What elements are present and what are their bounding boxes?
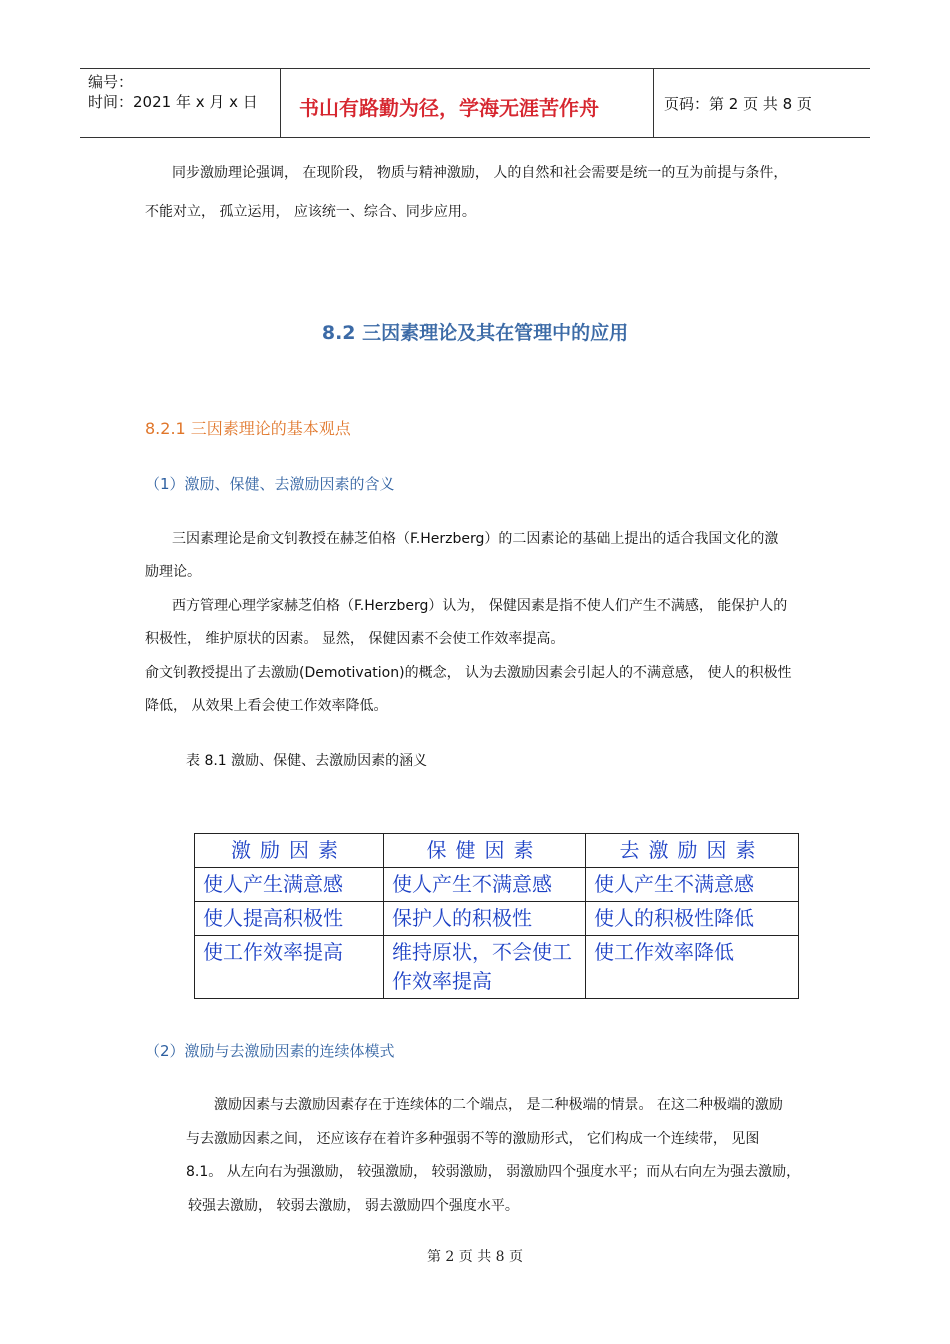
- number-label: 编号：: [88, 73, 134, 91]
- section-title: 8.2 三因素理论及其在管理中的应用: [321, 322, 629, 344]
- table-cell: 保护人的积极性: [383, 902, 585, 936]
- table-header-cell: 去激励因素: [585, 834, 798, 868]
- paragraph-3-line-1: 俞文钊教授提出了去激励(Demotivation)的概念， 认为去激励因素会引起人的不满意感， 使人的积极性: [145, 665, 792, 681]
- table-row: [195, 902, 799, 936]
- part1-title: （1）激励、保健、去激励因素的含义: [145, 475, 395, 493]
- table-row: [195, 936, 799, 999]
- motto-text: 书山有路勤为径，学海无涯苦作舟: [299, 96, 599, 120]
- table-row: [195, 868, 799, 902]
- table-cell: 维持原状，不会使工作效率提高: [383, 936, 585, 999]
- paragraph-3-line-2: 降低， 从效果上看会使工作效率降低。: [145, 698, 388, 714]
- table-cell: 使人产生不满意感: [585, 868, 798, 902]
- table-cell: 使人提高积极性: [195, 902, 384, 936]
- table-header-cell: 保健因素: [383, 834, 585, 868]
- part2-line-3: 8.1。 从左向右为强激励， 较强激励， 较弱激励， 弱激励四个强度水平；而从右向左为强去激励，: [186, 1164, 801, 1180]
- table-cell: 使人产生满意感: [195, 868, 384, 902]
- table-cell: 使工作效率降低: [585, 936, 798, 999]
- table-caption: 表 8.1 激励、保健、去激励因素的涵义: [186, 753, 428, 769]
- paragraph-2-line-1: 西方管理心理学家赫芝伯格（F.Herzberg）认为， 保健因素是指不使人们产生不满感， 能保护人的: [172, 598, 788, 614]
- subsection-title: 8.2.1 三因素理论的基本观点: [145, 419, 351, 438]
- part2-line-1: 激励因素与去激励因素存在于连续体的二个端点， 是二种极端的情景。 在这二种极端的激励: [214, 1097, 783, 1113]
- part2-title: （2）激励与去激励因素的连续体模式: [145, 1042, 395, 1060]
- table-cell: 使工作效率提高: [195, 936, 384, 999]
- header-motto-cell: [281, 69, 654, 137]
- time-label: 时间：2021 年 x 月 x 日: [88, 93, 258, 111]
- intro-line-1: 同步激励理论强调， 在现阶段， 物质与精神激励， 人的自然和社会需要是统一的互为前提与条件，: [172, 165, 788, 181]
- page-header: [80, 68, 870, 138]
- page-number-label: 页码：第 2 页 共 8 页: [664, 95, 812, 113]
- table-header-cell: 激励因素: [195, 834, 384, 868]
- intro-line-2: 不能对立， 孤立运用， 应该统一、综合、同步应用。: [145, 204, 476, 220]
- paragraph-1-line-2: 励理论。: [145, 564, 201, 580]
- page-footer: 第 2 页 共 8 页: [426, 1249, 524, 1265]
- paragraph-2-line-2: 积极性， 维护原状的因素。 显然， 保健因素不会使工作效率提高。: [145, 631, 565, 647]
- paragraph-1-line-1: 三因素理论是俞文钊教授在赫芝伯格（F.Herzberg）的二因素论的基础上提出的适合我国文化的激: [172, 531, 779, 547]
- part2-line-2: 与去激励因素之间， 还应该存在着许多种强弱不等的激励形式， 它们构成一个连续带， 见图: [186, 1131, 760, 1147]
- part2-line-4: 较强去激励， 较弱去激励， 弱去激励四个强度水平。: [188, 1198, 519, 1214]
- table-cell: 使人的积极性降低: [585, 902, 798, 936]
- header-meta-cell: [80, 69, 281, 137]
- factors-table: [194, 833, 799, 993]
- header-page-cell: [654, 69, 870, 137]
- table-cell: 使人产生不满意感: [383, 868, 585, 902]
